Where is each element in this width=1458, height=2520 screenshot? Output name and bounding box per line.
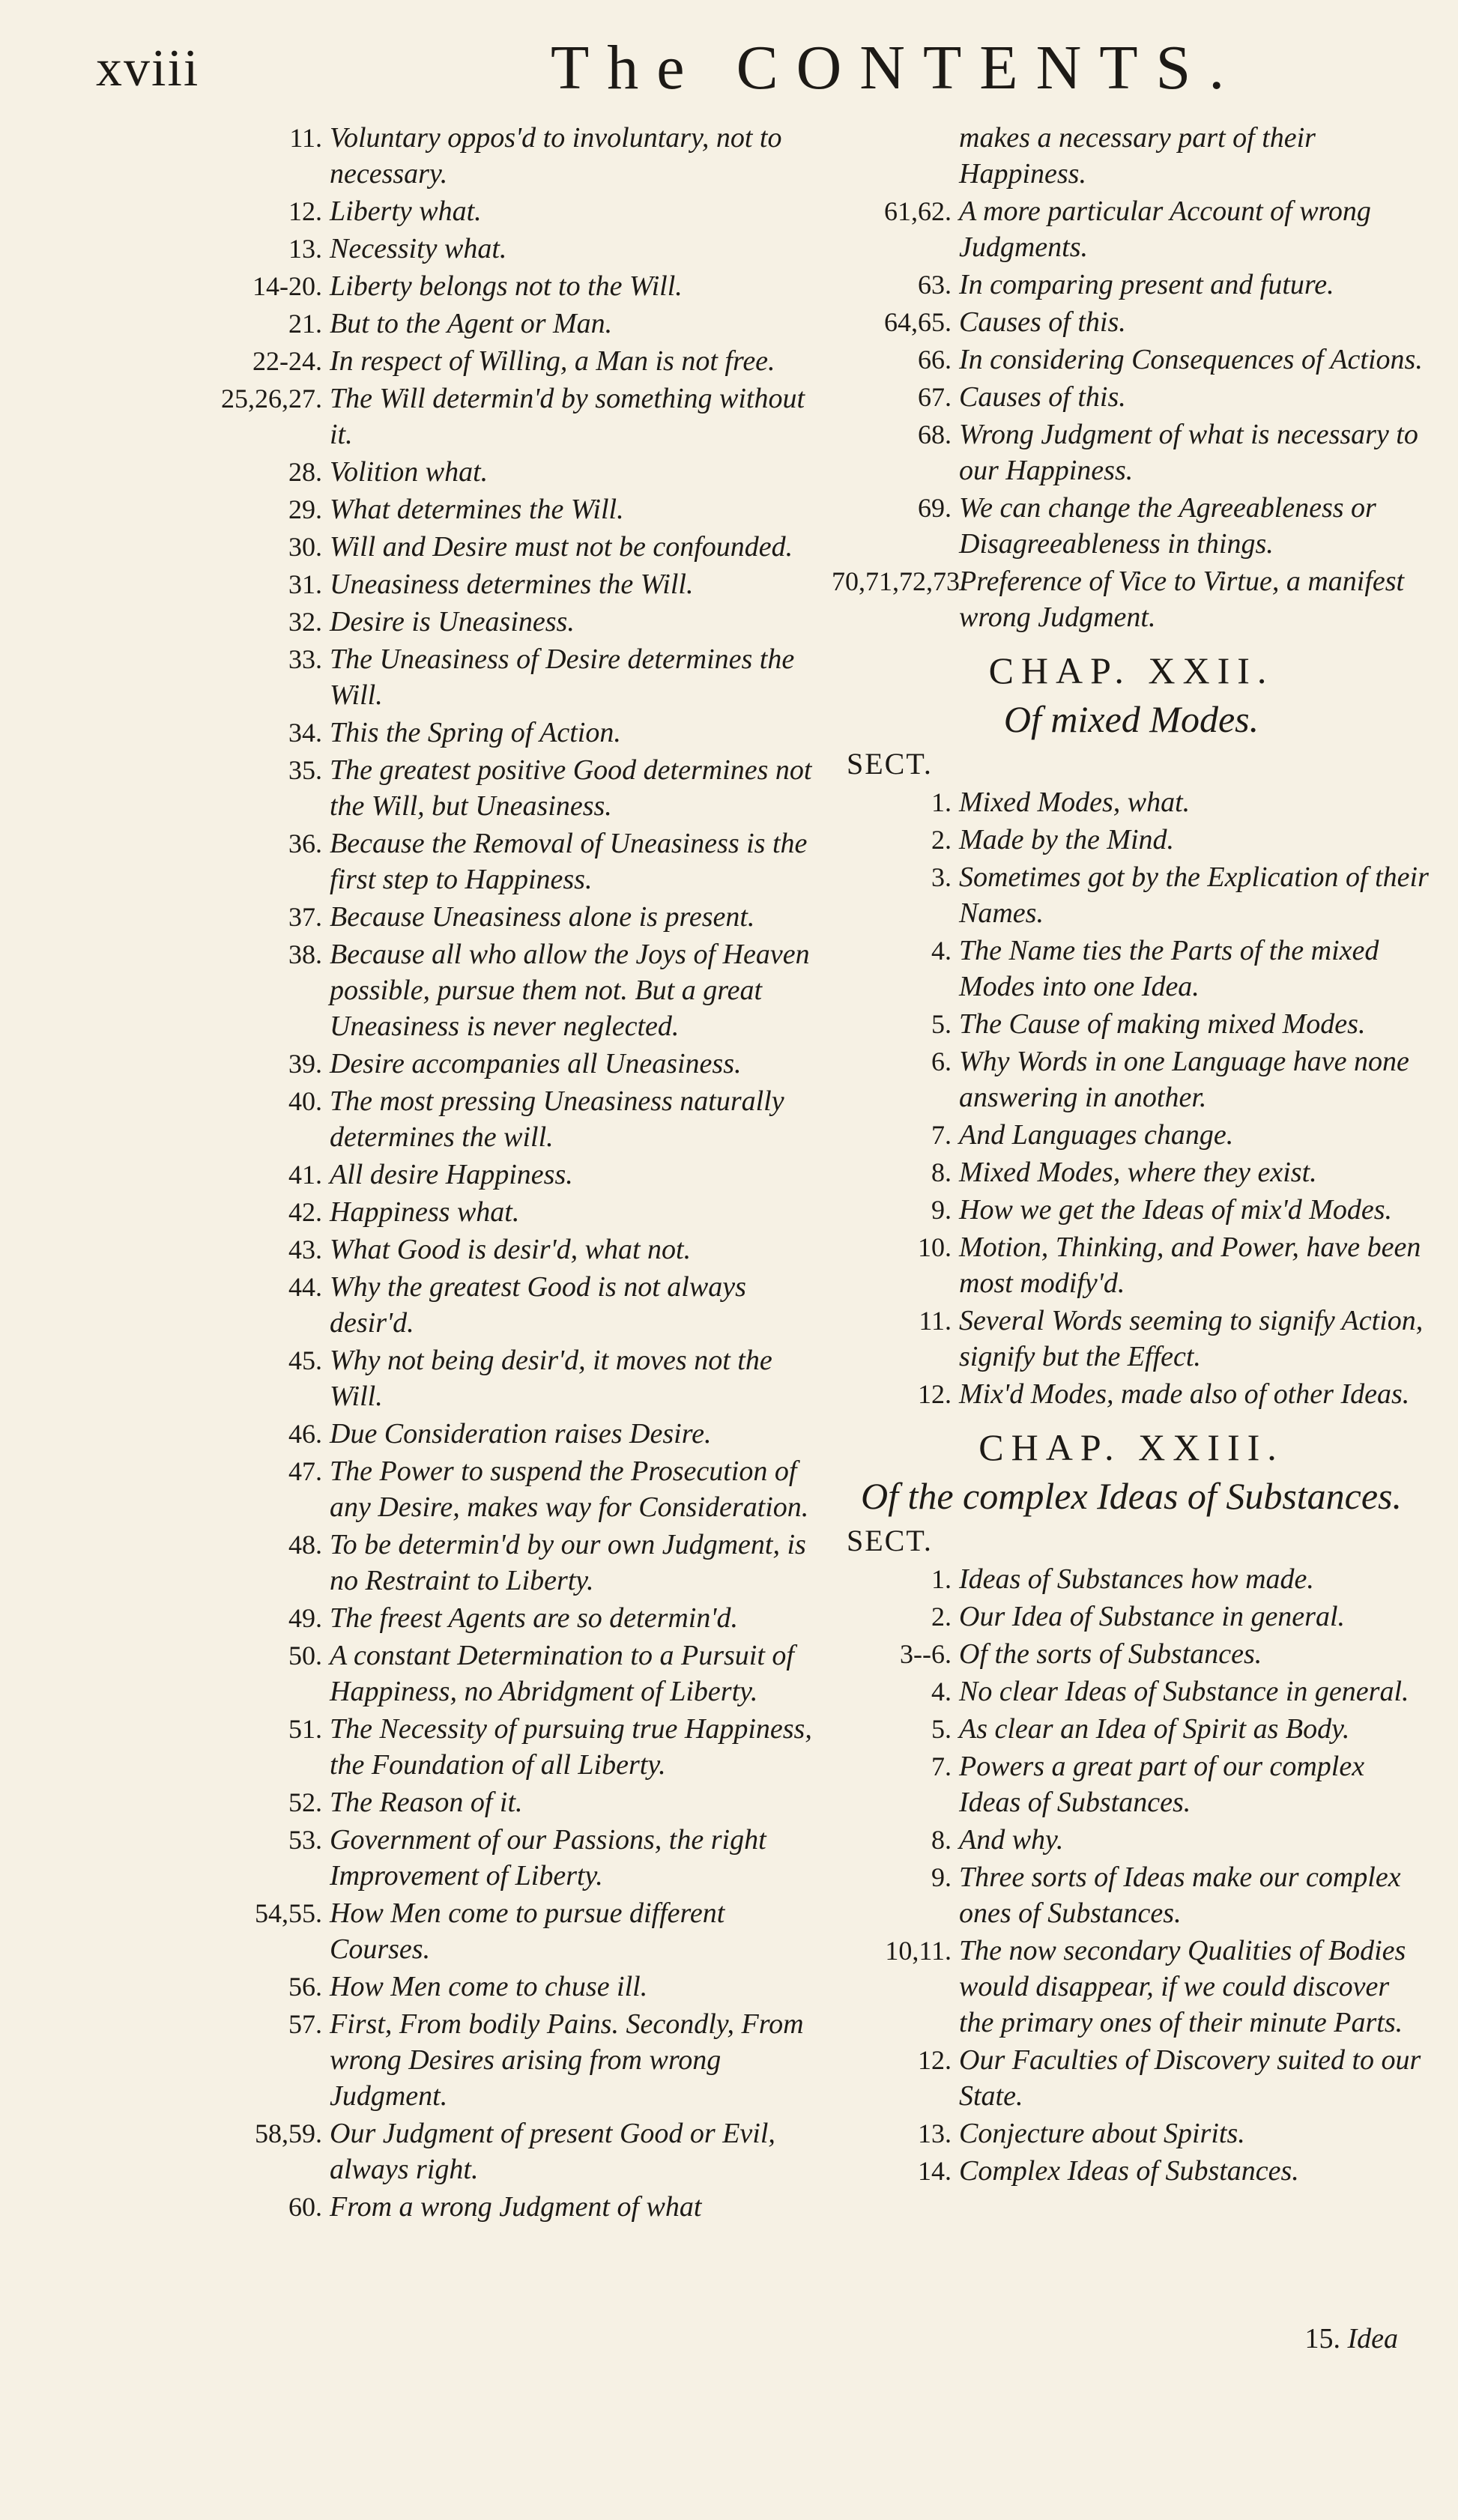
contents-entry: [202, 268, 817, 304]
section-title: Conjecture about Spirits.: [959, 2118, 1245, 2149]
section-title: How we get the Ideas of mix'd Modes.: [959, 1194, 1393, 1226]
section-title: Mix'd Modes, made also of other Ideas.: [959, 1378, 1410, 1410]
section-number: 14.: [918, 2156, 952, 2186]
section-number: 2.: [931, 825, 952, 855]
section-number: 4.: [931, 936, 952, 966]
section-title: The Necessity of pursuing true Happiness, the Foundation of all Liberty.: [330, 1713, 812, 1781]
contents-entry: [832, 1229, 1431, 1301]
section-title: Causes of this.: [959, 381, 1126, 413]
left-column: [202, 120, 817, 2226]
section-number: 64,65.: [884, 307, 952, 337]
section-number: 2.: [931, 1602, 952, 1632]
section-title: The freest Agents are so determin'd.: [330, 1602, 738, 1634]
section-number: 60.: [288, 2192, 322, 2222]
contents-entry: [832, 490, 1431, 562]
section-title: Complex Ideas of Substances.: [959, 2155, 1299, 2187]
section-title: Desire accompanies all Uneasiness.: [330, 1048, 742, 1079]
contents-entry: [832, 1117, 1431, 1153]
contents-entry: [832, 1154, 1431, 1190]
section-title: Mixed Modes, where they exist.: [959, 1157, 1317, 1188]
contents-entry: [832, 2153, 1431, 2189]
contents-entry: [832, 1561, 1431, 1597]
section-number: 33.: [288, 644, 322, 674]
contents-entry: [202, 454, 817, 490]
section-title: Necessity what.: [330, 233, 507, 264]
section-title: Motion, Thinking, and Power, have been most modify'd.: [959, 1232, 1421, 1299]
contents-entry: [832, 2042, 1431, 2114]
section-number: 11.: [289, 123, 322, 153]
section-number: 1.: [931, 1564, 952, 1594]
contents-entry: [202, 120, 817, 192]
contents-entry: [202, 306, 817, 342]
section-title: Volition what.: [330, 456, 488, 488]
contents-entry: [202, 2115, 817, 2187]
contents-entry: [832, 784, 1431, 820]
contents-entry: [202, 2006, 817, 2114]
contents-entry: [202, 936, 817, 1044]
section-title: Desire is Uneasiness.: [330, 606, 575, 637]
chapter-23-title: Of the complex Ideas of Substances.: [860, 1475, 1403, 1517]
contents-entry: [202, 1895, 817, 1967]
contents-entry: [202, 752, 817, 824]
section-title: As clear an Idea of Spirit as Body.: [959, 1713, 1350, 1745]
section-number: 43.: [288, 1235, 322, 1264]
section-number: 12.: [288, 196, 322, 226]
section-number: 5.: [931, 1714, 952, 1744]
section-title: All desire Happiness.: [330, 1159, 573, 1190]
section-title: How Men come to pursue different Courses.: [330, 1897, 725, 1965]
section-number: 13.: [918, 2118, 952, 2148]
section-number: 5.: [931, 1009, 952, 1039]
contents-entry: [832, 1303, 1431, 1375]
section-number: 44.: [288, 1272, 322, 1302]
section-title: Will and Desire must not be confounded.: [330, 531, 793, 563]
contents-entry: [832, 417, 1431, 488]
contents-entry: [202, 491, 817, 527]
contents-entry: [202, 1711, 817, 1783]
contents-entry: [832, 193, 1431, 265]
section-title: And why.: [959, 1824, 1064, 1856]
section-title: What determines the Will.: [330, 494, 624, 525]
section-title: To be determin'd by our own Judgment, is no Restraint to Liberty.: [330, 1529, 806, 1596]
contents-entry: [202, 715, 817, 751]
chapter-23-entries: [832, 1561, 1431, 2189]
section-number: 48.: [288, 1530, 322, 1560]
section-title: But to the Agent or Man.: [330, 308, 613, 339]
section-title: Because the Removal of Uneasiness is the first step to Happiness.: [330, 828, 808, 895]
section-number: 56.: [288, 1972, 322, 2002]
section-title: Sometimes got by the Explication of their Names.: [959, 861, 1429, 929]
contents-entry: [202, 381, 817, 452]
section-number: 36.: [288, 829, 322, 858]
chapter-22-sect-label: SECT.: [847, 747, 933, 781]
section-number: 22-24.: [252, 346, 322, 376]
section-title: A more particular Account of wrong Judgments.: [959, 196, 1371, 263]
section-number: 51.: [288, 1714, 322, 1744]
contents-entry: [202, 899, 817, 935]
section-number: 68.: [918, 420, 952, 449]
contents-entry: [202, 1638, 817, 1709]
contents-entry: [202, 231, 817, 267]
section-number: 54,55.: [255, 1898, 322, 1928]
catchword-number: 15.: [1304, 2323, 1340, 2354]
section-number: 7.: [931, 1751, 952, 1781]
section-title: In comparing present and future.: [959, 269, 1334, 300]
contents-entry: [832, 1006, 1431, 1042]
contents-entry: [202, 1194, 817, 1230]
section-number: 34.: [288, 718, 322, 748]
contents-entry: [202, 1416, 817, 1452]
right-column-continuation: [832, 120, 1431, 635]
contents-entry: [832, 1674, 1431, 1709]
section-number: 45.: [288, 1345, 322, 1375]
section-number: 69.: [918, 493, 952, 523]
section-title: Our Idea of Substance in general.: [959, 1601, 1346, 1632]
contents-entry: [202, 566, 817, 602]
section-title: The Will determin'd by something without it.: [330, 383, 805, 450]
contents-entry: [202, 193, 817, 229]
section-title: The Uneasiness of Desire determines the Will.: [330, 643, 795, 711]
contents-entry: [832, 120, 1431, 192]
section-title: The Name ties the Parts of the mixed Modes into one Idea.: [959, 935, 1379, 1002]
section-number: 9.: [931, 1195, 952, 1225]
contents-entry: [832, 1044, 1431, 1115]
contents-entry: [202, 1157, 817, 1193]
section-title: Ideas of Substances how made.: [959, 1563, 1314, 1595]
contents-entry: [832, 1859, 1431, 1931]
contents-entry: [202, 1232, 817, 1267]
section-title: The now secondary Qualities of Bodies would disappear, if we could discover the primary ones of their minute Parts.: [959, 1935, 1406, 2038]
section-title: How Men come to chuse ill.: [330, 1971, 648, 2002]
section-number: 8.: [931, 1825, 952, 1855]
contents-entry: [202, 826, 817, 897]
contents-entry: [832, 1636, 1431, 1672]
contents-entry: [202, 2189, 817, 2225]
section-number: 12.: [918, 1379, 952, 1409]
contents-entry: [202, 1453, 817, 1525]
section-number: 40.: [288, 1086, 322, 1116]
section-number: 61,62.: [884, 196, 952, 226]
section-number: 41.: [288, 1160, 322, 1190]
catchword: [1304, 2322, 1398, 2355]
contents-entry: [202, 529, 817, 565]
section-title: Because Uneasiness alone is present.: [330, 901, 755, 933]
contents-entry: [832, 1599, 1431, 1635]
section-title: And Languages change.: [959, 1119, 1234, 1151]
contents-entry: [202, 1046, 817, 1082]
section-title: What Good is desir'd, what not.: [330, 1234, 692, 1265]
contents-entry: [202, 1269, 817, 1341]
section-title: First, From bodily Pains. Secondly, From wrong Desires arising from wrong Judgment.: [330, 2008, 804, 2112]
section-number: 31.: [288, 569, 322, 599]
section-title: Preference of Vice to Virtue, a manifest wrong Judgment.: [959, 566, 1405, 633]
contents-entry: [202, 1600, 817, 1636]
section-title: From a wrong Judgment of what: [330, 2191, 702, 2223]
section-number: 58,59.: [255, 2118, 322, 2148]
contents-entry: [202, 1969, 817, 2005]
section-number: 28.: [288, 457, 322, 487]
chapter-22-title: Of mixed Modes.: [1003, 698, 1259, 740]
contents-entry: [832, 342, 1431, 378]
section-title: Mixed Modes, what.: [959, 787, 1191, 818]
section-title: Why Words in one Language have none answering in another.: [959, 1046, 1409, 1113]
section-title: The Power to suspend the Prosecution of any Desire, makes way for Consideration.: [330, 1456, 809, 1523]
contents-entry: [832, 304, 1431, 340]
section-number: 21.: [288, 309, 322, 339]
chapter-22-heading: CHAP. XXII.: [988, 649, 1274, 691]
section-title: Liberty what.: [330, 196, 482, 227]
section-number: 1.: [931, 787, 952, 817]
contents-entry: [832, 2115, 1431, 2151]
contents-entry: [832, 1192, 1431, 1228]
contents-entry: [202, 1342, 817, 1414]
folio-page-number: xviii: [96, 40, 200, 97]
section-number: 29.: [288, 494, 322, 524]
chapter-23-heading: CHAP. XXIII.: [978, 1426, 1284, 1468]
contents-entry: [202, 1822, 817, 1894]
right-column: [832, 120, 1431, 2190]
chapter-22-entries: [832, 784, 1431, 1412]
section-number: 6.: [931, 1047, 952, 1076]
contents-entry: [202, 604, 817, 640]
section-title: The most pressing Uneasiness naturally determines the will.: [330, 1085, 784, 1153]
section-number: 66.: [918, 345, 952, 375]
section-title: A constant Determination to a Pursuit of Happiness, no Abridgment of Liberty.: [330, 1640, 794, 1707]
section-title: Uneasiness determines the Will.: [330, 569, 694, 600]
section-title: Powers a great part of our complex Ideas of Substances.: [959, 1751, 1365, 1818]
section-number: 3.: [931, 862, 952, 892]
section-number: 32.: [288, 607, 322, 637]
section-title: Causes of this.: [959, 306, 1126, 338]
chapter-23-sect-label: SECT.: [847, 1524, 933, 1557]
section-number: 67.: [918, 382, 952, 412]
section-number: 49.: [288, 1603, 322, 1633]
section-title: The Reason of it.: [330, 1787, 523, 1818]
section-number: 8.: [931, 1157, 952, 1187]
contents-entry: [832, 1822, 1431, 1858]
section-title: Due Consideration raises Desire.: [330, 1418, 712, 1450]
section-number: 3--6.: [900, 1639, 952, 1669]
section-title: In respect of Willing, a Man is not free.: [330, 345, 775, 377]
section-title: makes a necessary part of their Happiness.: [959, 122, 1316, 190]
running-head: The CONTENTS.: [551, 33, 1243, 103]
contents-entry: [832, 1933, 1431, 2041]
section-number: 7.: [931, 1120, 952, 1150]
contents-entry: [202, 343, 817, 379]
section-title: Wrong Judgment of what is necessary to our Happiness.: [959, 419, 1418, 486]
contents-entry: [832, 1376, 1431, 1412]
section-title: Because all who allow the Joys of Heaven possible, pursue them not. But a great Uneasiness is never neglected.: [330, 939, 810, 1042]
section-title: The greatest positive Good determines not the Will, but Uneasiness.: [330, 754, 812, 822]
section-title: The Cause of making mixed Modes.: [959, 1008, 1366, 1040]
section-title: Our Faculties of Discovery suited to our State.: [959, 2044, 1421, 2112]
section-number: 53.: [288, 1825, 322, 1855]
section-number: 10,11.: [885, 1936, 952, 1966]
section-title: Why the greatest Good is not always desir'd.: [330, 1271, 746, 1339]
page-header: [0, 22, 1458, 105]
section-number: 37.: [288, 902, 322, 932]
contents-entry: [832, 822, 1431, 858]
section-number: 70,71,72,73.: [832, 566, 967, 596]
contents-entry: [202, 641, 817, 713]
contents-entry: [832, 933, 1431, 1005]
section-number: 14-20.: [252, 271, 322, 301]
section-number: 52.: [288, 1787, 322, 1817]
section-title: Three sorts of Ideas make our complex ones of Substances.: [959, 1862, 1401, 1929]
section-title: Voluntary oppos'd to involuntary, not to necessary.: [330, 122, 782, 190]
section-title: This the Spring of Action.: [330, 717, 621, 748]
section-title: Several Words seeming to signify Action, signify but the Effect.: [959, 1305, 1424, 1372]
section-number: 10.: [918, 1232, 952, 1262]
section-number: 4.: [931, 1677, 952, 1706]
section-number: 50.: [288, 1641, 322, 1671]
contents-entry: [202, 1784, 817, 1820]
contents-entry: [832, 379, 1431, 415]
section-title: Government of our Passions, the right Improvement of Liberty.: [330, 1824, 766, 1891]
contents-entry: [832, 1748, 1431, 1820]
section-number: 38.: [288, 939, 322, 969]
section-number: 9.: [931, 1862, 952, 1892]
contents-entry: [832, 267, 1431, 303]
contents-entry: [202, 1083, 817, 1155]
section-number: 13.: [288, 234, 322, 264]
section-number: 30.: [288, 532, 322, 562]
section-number: 39.: [288, 1049, 322, 1079]
section-number: 47.: [288, 1456, 322, 1486]
section-title: Liberty belongs not to the Will.: [330, 270, 683, 302]
section-number: 35.: [288, 755, 322, 785]
section-title: Happiness what.: [330, 1196, 520, 1228]
section-title: Made by the Mind.: [959, 824, 1175, 855]
section-title: Of the sorts of Substances.: [959, 1638, 1262, 1670]
section-number: 57.: [288, 2009, 322, 2039]
contents-entry: [832, 859, 1431, 931]
contents-entry: [832, 1711, 1431, 1747]
section-number: 25,26,27.: [221, 384, 322, 414]
section-title: Our Judgment of present Good or Evil, always right.: [330, 2118, 775, 2185]
section-number: 42.: [288, 1197, 322, 1227]
section-title: Why not being desir'd, it moves not the Will.: [330, 1345, 772, 1412]
contents-entry: [832, 563, 1431, 635]
section-number: 12.: [918, 2045, 952, 2075]
section-number: 46.: [288, 1419, 322, 1449]
section-number: 11.: [919, 1306, 952, 1336]
section-title: We can change the Agreeableness or Disagreeableness in things.: [959, 492, 1376, 560]
section-title: No clear Ideas of Substance in general.: [959, 1676, 1409, 1707]
catchword-text: Idea: [1347, 2323, 1398, 2354]
section-number: 63.: [918, 270, 952, 300]
section-title: In considering Consequences of Actions.: [959, 344, 1423, 375]
contents-entry: [202, 1527, 817, 1599]
